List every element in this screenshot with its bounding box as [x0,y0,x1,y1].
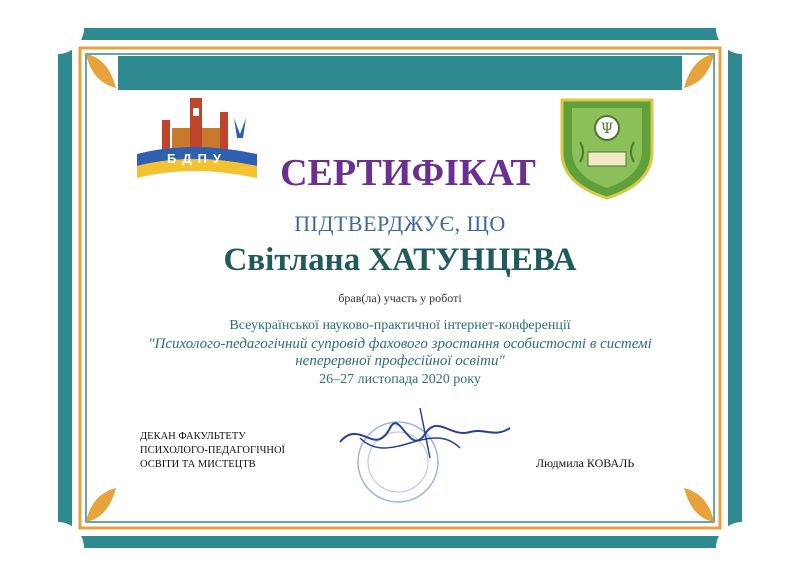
signer-name: Людмила КОВАЛЬ [536,456,635,470]
participation-text: брав(ла) участь у роботі [338,291,462,305]
signature-stamp-icon [320,398,520,508]
certificate-title: СЕРТИФІКАТ [280,152,536,194]
event-dates: 26–27 листопада 2020 року [319,372,481,387]
confirms-heading: ПІДТВЕРДЖУЄ, ЩО [294,211,506,236]
event-title: "Психолого-педагогічний супровід фахового зростання особистості в системі неперервної професійної освіти" [148,336,652,369]
dean-title: ДЕКАН ФАКУЛЬТЕТУ ПСИХОЛОГО-ПЕДАГОГІЧНОЇ ОСВІТИ ТА МИСТЕЦТВ [140,431,286,470]
logo-text: БДПУ [166,151,228,166]
recipient-name: Світлана ХАТУНЦЕВА [223,242,577,278]
svg-text:Ψ: Ψ [600,121,614,137]
event-type: Всеукраїнської науково-практичної інтернет-конференції [229,318,571,333]
